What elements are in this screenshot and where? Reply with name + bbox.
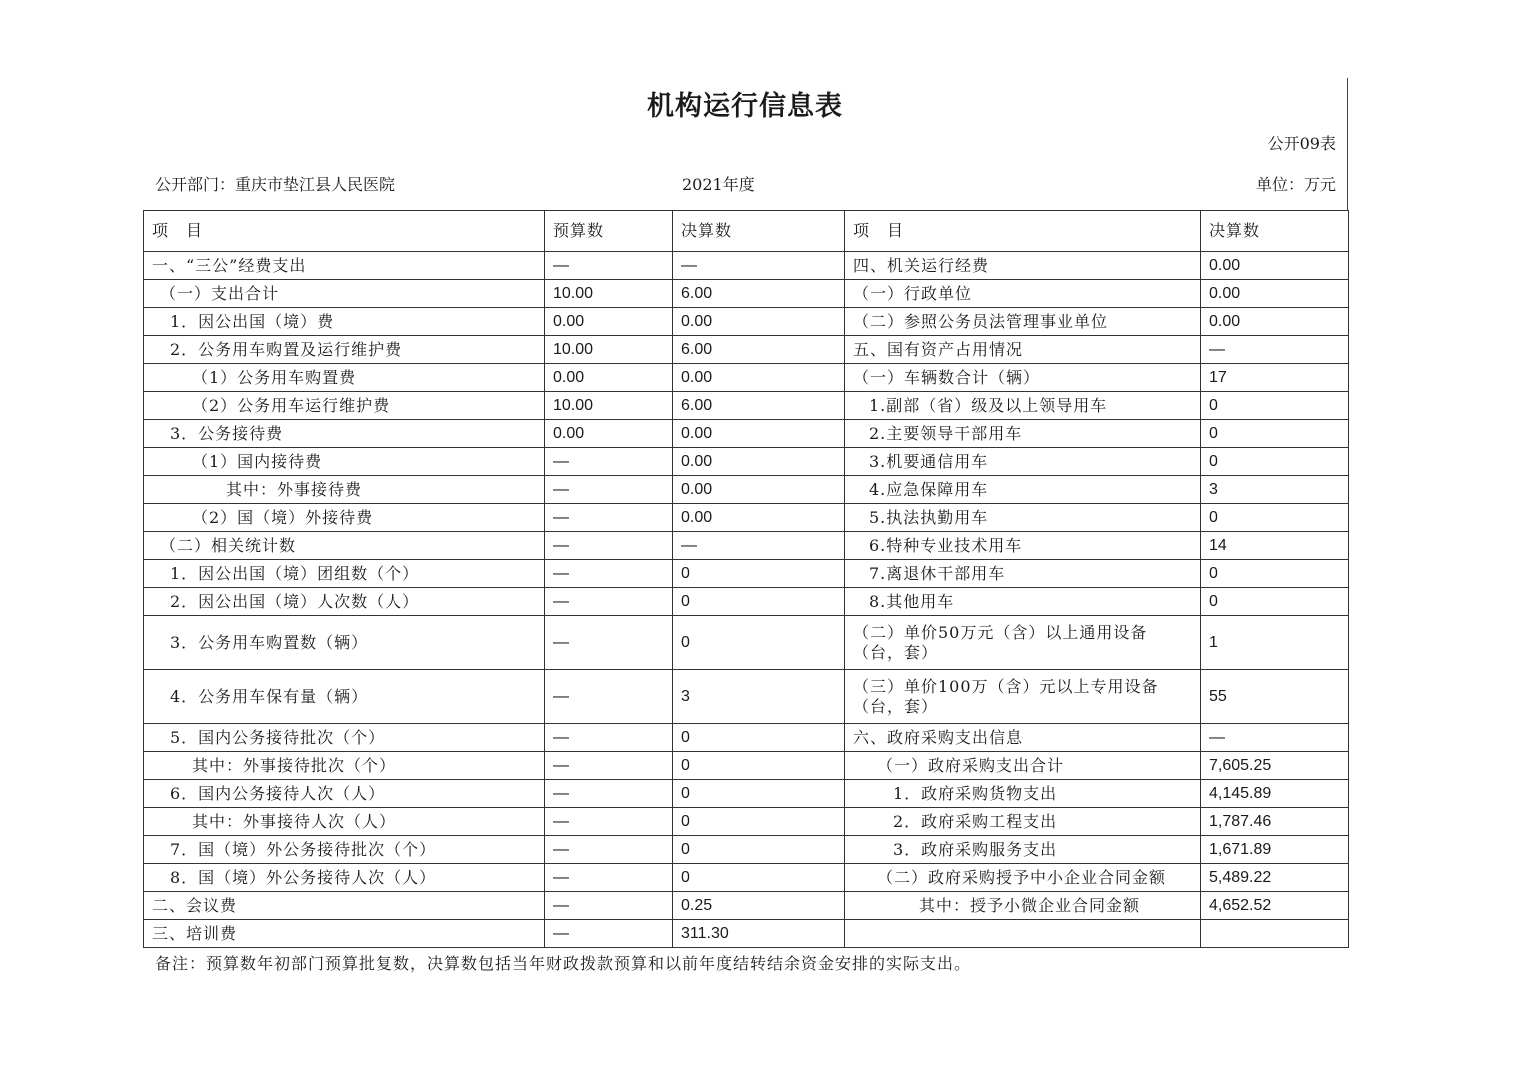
cell-budget: — xyxy=(545,808,673,836)
cell-budget: — xyxy=(545,864,673,892)
cell-final-left: 0.00 xyxy=(673,448,845,476)
cell-item-left: 4．公务用车保有量（辆） xyxy=(144,670,545,724)
table-row xyxy=(144,504,1349,532)
table-row xyxy=(144,308,1349,336)
cell-budget: — xyxy=(545,892,673,920)
cell-item-right: 1．政府采购货物支出 xyxy=(845,780,1201,808)
cell-final-left: 0 xyxy=(673,588,845,616)
header-budget: 预算数 xyxy=(545,211,673,252)
table-row xyxy=(144,336,1349,364)
cell-item-left: 其中：外事接待批次（个） xyxy=(144,752,545,780)
cell-final-left: 0 xyxy=(673,780,845,808)
cell-item-right: （二）政府采购授予中小企业合同金额 xyxy=(845,864,1201,892)
cell-final-right: 0 xyxy=(1201,448,1349,476)
cell-final-left: 0.00 xyxy=(673,476,845,504)
cell-budget: — xyxy=(545,448,673,476)
table-row xyxy=(144,670,1349,724)
cell-item-right: （一）政府采购支出合计 xyxy=(845,752,1201,780)
cell-item-left: 一、“三公”经费支出 xyxy=(144,252,545,280)
cell-item-left: 二、会议费 xyxy=(144,892,545,920)
cell-budget: — xyxy=(545,780,673,808)
cell-item-right: 4.应急保障用车 xyxy=(845,476,1201,504)
cell-item-right: 8.其他用车 xyxy=(845,588,1201,616)
header-item-right: 项 目 xyxy=(845,211,1201,252)
fiscal-year: 2021年度 xyxy=(682,175,755,194)
cell-item-left: 3．公务用车购置数（辆） xyxy=(144,616,545,670)
cell-final-right: 7,605.25 xyxy=(1201,752,1349,780)
table-row xyxy=(144,252,1349,280)
table-row xyxy=(144,448,1349,476)
cell-budget: — xyxy=(545,920,673,948)
table-row xyxy=(144,280,1349,308)
cell-final-left: 0 xyxy=(673,616,845,670)
table-row xyxy=(144,864,1349,892)
cell-item-right: 6.特种专业技术用车 xyxy=(845,532,1201,560)
cell-item-left: 其中：外事接待费 xyxy=(144,476,545,504)
cell-item-left: （一）支出合计 xyxy=(144,280,545,308)
cell-item-left: 2．因公出国（境）人次数（人） xyxy=(144,588,545,616)
cell-final-left: 0.00 xyxy=(673,420,845,448)
table-row xyxy=(144,752,1349,780)
cell-final-left: 0.00 xyxy=(673,504,845,532)
cell-budget: — xyxy=(545,836,673,864)
cell-final-left: 6.00 xyxy=(673,392,845,420)
cell-item-left: （二）相关统计数 xyxy=(144,532,545,560)
table-header-row xyxy=(144,211,1349,252)
cell-budget: — xyxy=(545,252,673,280)
cell-final-right: 4,652.52 xyxy=(1201,892,1349,920)
table-row xyxy=(144,892,1349,920)
cell-final-left: 6.00 xyxy=(673,336,845,364)
cell-budget: 10.00 xyxy=(545,280,673,308)
cell-item-left: 2．公务用车购置及运行维护费 xyxy=(144,336,545,364)
cell-item-right: 六、政府采购支出信息 xyxy=(845,724,1201,752)
cell-item-right: 3.机要通信用车 xyxy=(845,448,1201,476)
cell-item-left: 其中：外事接待人次（人） xyxy=(144,808,545,836)
cell-final-right: 3 xyxy=(1201,476,1349,504)
table-row xyxy=(144,476,1349,504)
cell-final-right xyxy=(1201,920,1349,948)
cell-budget: 0.00 xyxy=(545,364,673,392)
cell-final-right: 1 xyxy=(1201,616,1349,670)
cell-item-right: 四、机关运行经费 xyxy=(845,252,1201,280)
cell-item-right: 1.副部（省）级及以上领导用车 xyxy=(845,392,1201,420)
cell-final-right: 0.00 xyxy=(1201,252,1349,280)
cell-item-left: 5．国内公务接待批次（个） xyxy=(144,724,545,752)
cell-budget: 10.00 xyxy=(545,336,673,364)
cell-final-left: 0 xyxy=(673,560,845,588)
cell-final-left: — xyxy=(673,532,845,560)
table-row xyxy=(144,560,1349,588)
cell-budget: — xyxy=(545,616,673,670)
cell-item-right: 五、国有资产占用情况 xyxy=(845,336,1201,364)
cell-final-right: 1,671.89 xyxy=(1201,836,1349,864)
cell-final-left: — xyxy=(673,252,845,280)
cell-item-left: 3．公务接待费 xyxy=(144,420,545,448)
cell-item-right: 2.主要领导干部用车 xyxy=(845,420,1201,448)
cell-final-right: 0 xyxy=(1201,560,1349,588)
cell-item-left: 三、培训费 xyxy=(144,920,545,948)
cell-final-left: 0 xyxy=(673,808,845,836)
table-row xyxy=(144,616,1349,670)
cell-item-right xyxy=(845,920,1201,948)
cell-final-right: 14 xyxy=(1201,532,1349,560)
cell-budget: — xyxy=(545,724,673,752)
cell-final-right: 5,489.22 xyxy=(1201,864,1349,892)
table-row xyxy=(144,724,1349,752)
cell-final-left: 0.00 xyxy=(673,364,845,392)
header-final-left: 决算数 xyxy=(673,211,845,252)
department-label: 公开部门：重庆市垫江县人民医院 xyxy=(155,175,396,194)
table-row xyxy=(144,420,1349,448)
table-row xyxy=(144,532,1349,560)
cell-item-right: （二）单价50万元（含）以上通用设备（台，套） xyxy=(845,616,1201,670)
form-number: 公开09表 xyxy=(1267,134,1336,153)
table-row xyxy=(144,588,1349,616)
page-title: 机构运行信息表 xyxy=(647,91,843,122)
table-row xyxy=(144,364,1349,392)
table-row xyxy=(144,780,1349,808)
cell-budget: — xyxy=(545,560,673,588)
cell-item-left: （2）公务用车运行维护费 xyxy=(144,392,545,420)
cell-item-left: 1．因公出国（境）团组数（个） xyxy=(144,560,545,588)
cell-budget: — xyxy=(545,504,673,532)
currency-unit: 单位：万元 xyxy=(1255,175,1336,194)
cell-budget: — xyxy=(545,752,673,780)
table-row xyxy=(144,920,1349,948)
cell-item-left: （1）国内接待费 xyxy=(144,448,545,476)
info-table xyxy=(143,210,1349,948)
cell-item-left: 6．国内公务接待人次（人） xyxy=(144,780,545,808)
cell-budget: — xyxy=(545,670,673,724)
cell-budget: — xyxy=(545,476,673,504)
cell-budget: — xyxy=(545,588,673,616)
cell-final-right: 0.00 xyxy=(1201,308,1349,336)
cell-item-right: 其中：授予小微企业合同金额 xyxy=(845,892,1201,920)
cell-final-left: 0.25 xyxy=(673,892,845,920)
cell-final-left: 0 xyxy=(673,752,845,780)
cell-final-left: 3 xyxy=(673,670,845,724)
cell-final-right: 0.00 xyxy=(1201,280,1349,308)
cell-item-left: 1．因公出国（境）费 xyxy=(144,308,545,336)
footnote: 备注：预算数年初部门预算批复数，决算数包括当年财政拨款预算和以前年度结转结余资金安排的实际支出。 xyxy=(155,954,972,973)
table-row xyxy=(144,392,1349,420)
cell-item-left: 8．国（境）外公务接待人次（人） xyxy=(144,864,545,892)
cell-final-right: 4,145.89 xyxy=(1201,780,1349,808)
cell-item-right: （二）参照公务员法管理事业单位 xyxy=(845,308,1201,336)
cell-budget: 10.00 xyxy=(545,392,673,420)
cell-final-left: 6.00 xyxy=(673,280,845,308)
cell-final-right: 1,787.46 xyxy=(1201,808,1349,836)
cell-budget: 0.00 xyxy=(545,420,673,448)
cell-budget: — xyxy=(545,532,673,560)
cell-budget: 0.00 xyxy=(545,308,673,336)
cell-final-left: 0.00 xyxy=(673,308,845,336)
cell-item-right: （一）车辆数合计（辆） xyxy=(845,364,1201,392)
cell-item-right: 5.执法执勤用车 xyxy=(845,504,1201,532)
cell-final-right: — xyxy=(1201,724,1349,752)
cell-final-right: 0 xyxy=(1201,392,1349,420)
cell-item-right: 2．政府采购工程支出 xyxy=(845,808,1201,836)
header-item-left: 项 目 xyxy=(144,211,545,252)
cell-item-right: 3．政府采购服务支出 xyxy=(845,836,1201,864)
cell-item-left: （2）国（境）外接待费 xyxy=(144,504,545,532)
cell-final-right: 0 xyxy=(1201,504,1349,532)
cell-item-right: （一）行政单位 xyxy=(845,280,1201,308)
header-final-right: 决算数 xyxy=(1201,211,1349,252)
cell-final-right: 0 xyxy=(1201,420,1349,448)
cell-final-right: 55 xyxy=(1201,670,1349,724)
table-row xyxy=(144,808,1349,836)
cell-item-left: （1）公务用车购置费 xyxy=(144,364,545,392)
cell-final-right: — xyxy=(1201,336,1349,364)
cell-final-left: 0 xyxy=(673,836,845,864)
cell-final-left: 0 xyxy=(673,724,845,752)
cell-final-right: 17 xyxy=(1201,364,1349,392)
cell-final-right: 0 xyxy=(1201,588,1349,616)
cell-item-left: 7．国（境）外公务接待批次（个） xyxy=(144,836,545,864)
cell-item-right: （三）单价100万（含）元以上专用设备（台，套） xyxy=(845,670,1201,724)
table-row xyxy=(144,836,1349,864)
cell-final-left: 0 xyxy=(673,864,845,892)
cell-item-right: 7.离退休干部用车 xyxy=(845,560,1201,588)
cell-final-left: 311.30 xyxy=(673,920,845,948)
